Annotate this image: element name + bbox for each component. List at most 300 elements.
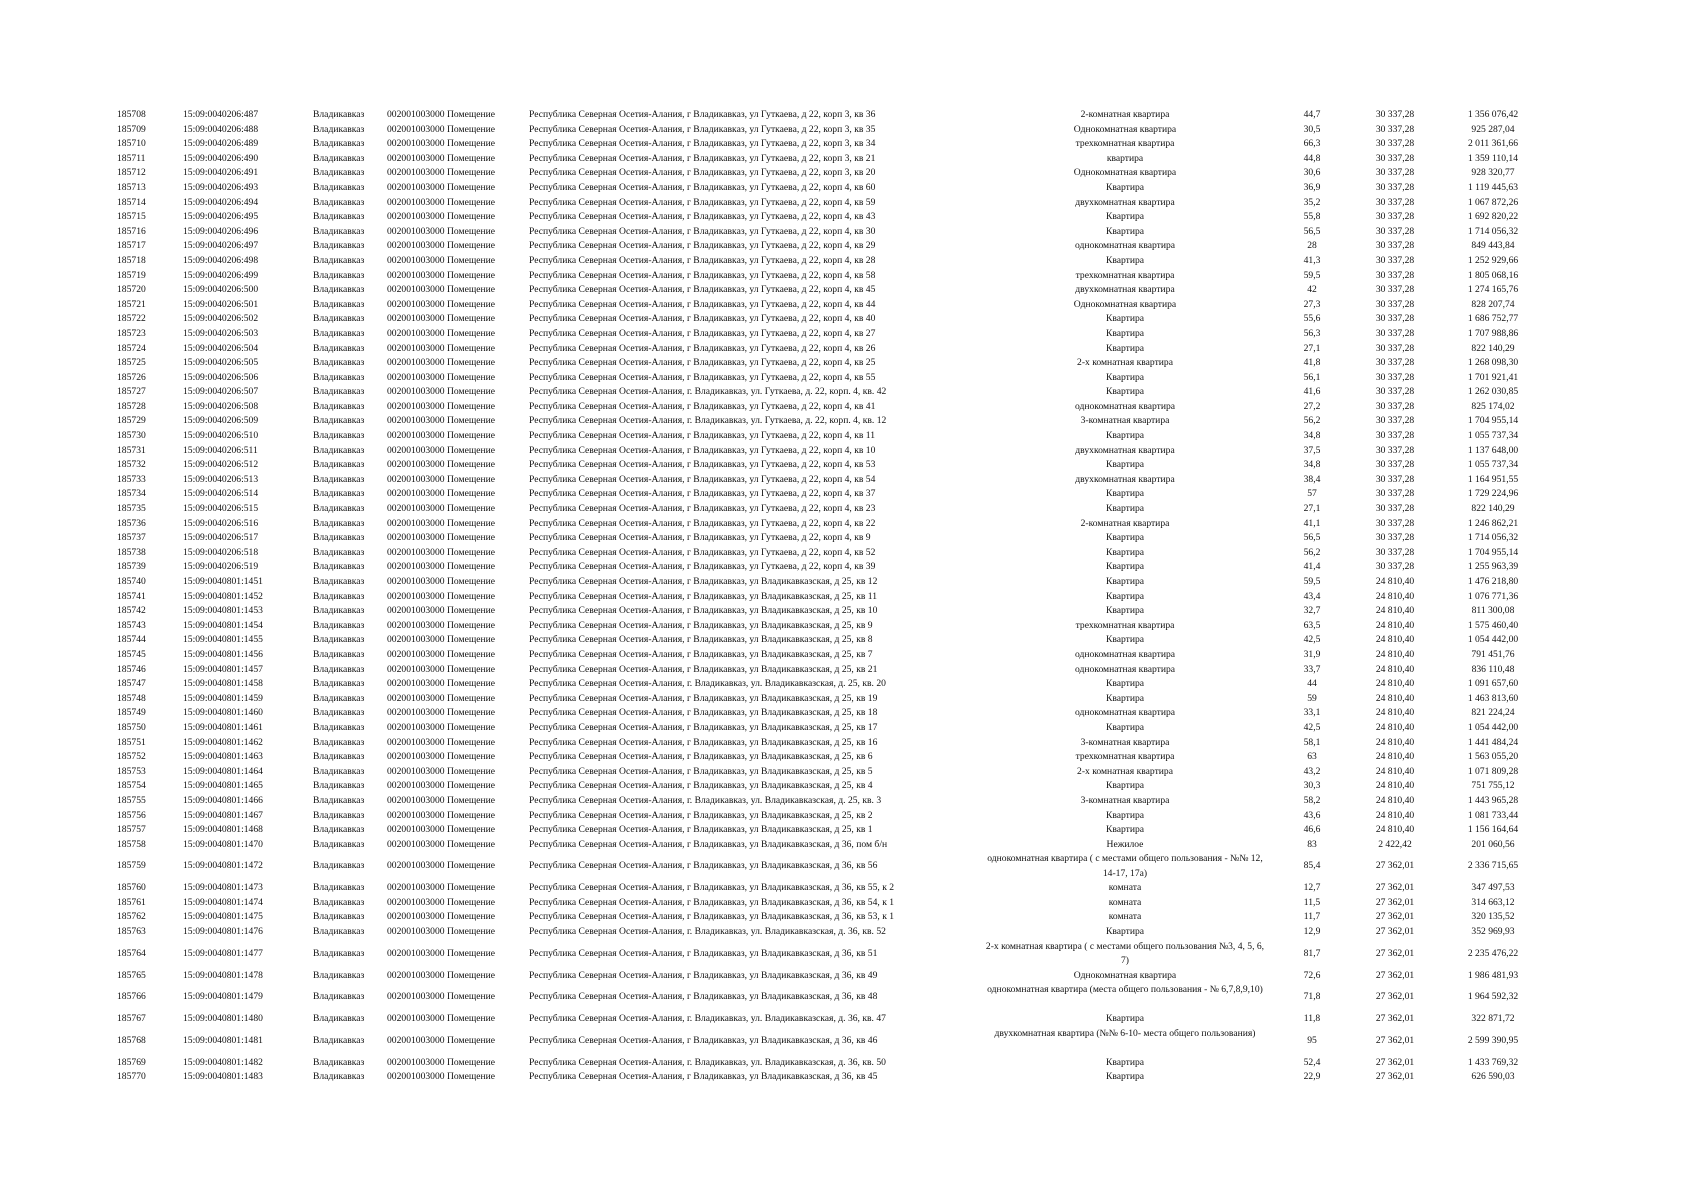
object-code: 002001003000 Помещение <box>387 357 496 369</box>
object-code: 002001003000 Помещение <box>387 138 496 150</box>
cadastral-value: 791 451,76 <box>1471 648 1515 660</box>
area: 83 <box>1307 838 1317 850</box>
premises-type: квартира <box>1106 152 1144 164</box>
cadastral-value: 1 246 862,21 <box>1467 517 1519 529</box>
unit-rate: 30 337,28 <box>1375 298 1415 310</box>
table-row <box>0 648 1697 663</box>
row-id: 185757 <box>117 824 146 836</box>
city: Владикавказ <box>313 590 365 602</box>
premises-type: Квартира <box>1105 1071 1145 1083</box>
cadastral-number: 15:09:0040801:1455 <box>183 634 263 646</box>
address: Республика Северная Осетия-Алания, г Владикавказ, ул Гуткаева, д 22, корп 4, кв 59 <box>529 196 876 208</box>
area: 43,6 <box>1303 809 1321 821</box>
address: Республика Северная Осетия-Алания, г Владикавказ, ул Гуткаева, д 22, корп 3, кв 36 <box>529 109 876 120</box>
row-id: 185726 <box>117 371 146 383</box>
premises-type: Квартира <box>1105 634 1145 646</box>
unit-rate: 30 337,28 <box>1375 400 1415 412</box>
cadastral-number: 15:09:0040801:1459 <box>183 692 263 704</box>
table-row <box>0 1056 1697 1071</box>
object-code: 002001003000 Помещение <box>387 648 496 660</box>
cadastral-value: 1 137 648,00 <box>1467 444 1519 456</box>
city: Владикавказ <box>313 619 365 631</box>
table-row <box>0 750 1697 765</box>
unit-rate: 27 362,01 <box>1375 991 1415 1003</box>
cadastral-number: 15:09:0040206:495 <box>183 211 259 223</box>
unit-rate: 30 337,28 <box>1375 152 1415 164</box>
row-id: 185708 <box>117 109 146 120</box>
address: Республика Северная Осетия-Алания, г Владикавказ, ул Владикавказская, д 25, кв 2 <box>529 809 873 821</box>
area: 71,8 <box>1303 991 1321 1003</box>
cadastral-number: 15:09:0040206:511 <box>183 444 258 456</box>
city: Владикавказ <box>313 269 365 281</box>
table-row <box>0 225 1697 240</box>
address: Республика Северная Осетия-Алания, г Владикавказ, ул Владикавказская, д 25, кв 10 <box>529 605 878 617</box>
address: Республика Северная Осетия-Алания, г Владикавказ, ул Владикавказская, д 25, кв 12 <box>529 576 878 587</box>
row-id: 185745 <box>117 648 146 660</box>
address: Республика Северная Осетия-Алания, г Владикавказ, ул Владикавказская, д 25, кв 19 <box>529 692 878 704</box>
cadastral-value: 1 359 110,14 <box>1467 152 1518 164</box>
address: Республика Северная Осетия-Алания, г. Владикавказ, ул. Владикавказская, д. 36, кв. 47 <box>529 1013 886 1025</box>
unit-rate: 30 337,28 <box>1375 357 1415 369</box>
address: Республика Северная Осетия-Алания, г Владикавказ, ул Гуткаева, д 22, корп 4, кв 40 <box>529 313 876 325</box>
premises-type: двухкомнатная квартира <box>1075 196 1175 208</box>
premises-type: Однокомнатная квартира <box>1073 167 1177 179</box>
cadastral-number: 15:09:0040206:489 <box>183 138 259 150</box>
address: Республика Северная Осетия-Алания, г Владикавказ, ул Гуткаева, д 22, корп 4, кв 58 <box>529 269 876 281</box>
area: 55,6 <box>1303 313 1321 325</box>
cadastral-number: 15:09:0040801:1452 <box>183 590 263 602</box>
table-row <box>0 881 1697 896</box>
area: 41,6 <box>1303 386 1321 398</box>
area: 12,7 <box>1303 882 1321 894</box>
object-code: 002001003000 Помещение <box>387 503 496 515</box>
cadastral-number: 15:09:0040206:516 <box>183 517 259 529</box>
object-code: 002001003000 Помещение <box>387 342 496 354</box>
object-code: 002001003000 Помещение <box>387 576 496 587</box>
area: 30,3 <box>1303 780 1321 792</box>
cadastral-value: 1 081 733,44 <box>1467 809 1519 821</box>
unit-rate: 27 362,01 <box>1375 1034 1415 1046</box>
city: Владикавказ <box>313 947 365 959</box>
premises-type: Квартира <box>1105 488 1145 500</box>
object-code: 002001003000 Помещение <box>387 751 496 763</box>
row-id: 185748 <box>117 692 146 704</box>
row-id: 185710 <box>117 138 146 150</box>
address: Республика Северная Осетия-Алания, г Владикавказ, ул Владикавказская, д 25, кв 16 <box>529 736 878 748</box>
address: Республика Северная Осетия-Алания, г Владикавказ, ул Гуткаева, д 22, корп 4, кв 27 <box>529 327 876 339</box>
city: Владикавказ <box>313 926 365 938</box>
row-id: 185718 <box>117 254 146 266</box>
area: 41,1 <box>1303 517 1321 529</box>
cadastral-value: 1 274 165,76 <box>1467 284 1519 296</box>
row-id: 185735 <box>117 503 146 515</box>
table-row <box>0 560 1697 575</box>
object-code: 002001003000 Помещение <box>387 459 496 471</box>
unit-rate: 24 810,40 <box>1375 707 1415 719</box>
table-row <box>0 677 1697 692</box>
table-row <box>0 633 1697 648</box>
object-code: 002001003000 Помещение <box>387 809 496 821</box>
city: Владикавказ <box>313 605 365 617</box>
cadastral-value: 1 262 030,85 <box>1467 386 1519 398</box>
city: Владикавказ <box>313 123 365 135</box>
premises-type: 2-х комнатная квартира ( с местами общего пользования №3, 4, 5, 6, 7) <box>985 940 1265 967</box>
cadastral-number: 15:09:0040206:499 <box>183 269 259 281</box>
table-row <box>0 692 1697 707</box>
area: 44 <box>1307 678 1317 690</box>
object-code: 002001003000 Помещение <box>387 1034 496 1046</box>
table-row <box>0 502 1697 517</box>
address: Республика Северная Осетия-Алания, г Владикавказ, ул Владикавказская, д 25, кв 8 <box>529 634 873 646</box>
unit-rate: 30 337,28 <box>1375 123 1415 135</box>
area: 58,1 <box>1303 736 1321 748</box>
unit-rate: 27 362,01 <box>1375 969 1415 981</box>
unit-rate: 30 337,28 <box>1375 386 1415 398</box>
city: Владикавказ <box>313 576 365 587</box>
object-code: 002001003000 Помещение <box>387 488 496 500</box>
unit-rate: 27 362,01 <box>1375 1071 1415 1083</box>
unit-rate: 30 337,28 <box>1375 109 1415 120</box>
address: Республика Северная Осетия-Алания, г Владикавказ, ул Владикавказская, д 36, кв 56 <box>529 860 878 872</box>
object-code: 002001003000 Помещение <box>387 911 496 923</box>
unit-rate: 30 337,28 <box>1375 473 1415 485</box>
premises-type: Квартира <box>1105 313 1145 325</box>
premises-type: однокомнатная квартира <box>1074 240 1176 252</box>
address: Республика Северная Осетия-Алания, г Владикавказ, ул Гуткаева, д 22, корп 3, кв 20 <box>529 167 876 179</box>
cadastral-value: 1 255 963,39 <box>1467 561 1519 573</box>
object-code: 002001003000 Помещение <box>387 284 496 296</box>
city: Владикавказ <box>313 692 365 704</box>
table-row <box>0 838 1697 853</box>
object-code: 002001003000 Помещение <box>387 181 496 193</box>
object-code: 002001003000 Помещение <box>387 152 496 164</box>
cadastral-number: 15:09:0040206:505 <box>183 357 259 369</box>
premises-type: Квартира <box>1105 371 1145 383</box>
table-row <box>0 852 1697 881</box>
address: Республика Северная Осетия-Алания, г Владикавказ, ул Владикавказская, д 36, кв 45 <box>529 1071 878 1083</box>
cadastral-value: 352 969,93 <box>1471 926 1515 938</box>
table-row <box>0 517 1697 532</box>
city: Владикавказ <box>313 882 365 894</box>
city: Владикавказ <box>313 181 365 193</box>
object-code: 002001003000 Помещение <box>387 926 496 938</box>
city: Владикавказ <box>313 109 365 120</box>
city: Владикавказ <box>313 225 365 237</box>
area: 32,7 <box>1303 605 1321 617</box>
object-code: 002001003000 Помещение <box>387 707 496 719</box>
area: 59,5 <box>1303 576 1321 587</box>
area: 59 <box>1307 692 1317 704</box>
city: Владикавказ <box>313 765 365 777</box>
area: 44,7 <box>1303 109 1321 120</box>
cadastral-value: 1 252 929,66 <box>1467 254 1519 266</box>
premises-type: двухкомнатная квартира <box>1075 444 1175 456</box>
area: 22,9 <box>1303 1071 1321 1083</box>
cadastral-number: 15:09:0040206:515 <box>183 503 259 515</box>
row-id: 185713 <box>117 181 146 193</box>
row-id: 185740 <box>117 576 146 587</box>
premises-type: 2-комнатная квартира <box>1080 517 1170 529</box>
row-id: 185741 <box>117 590 146 602</box>
unit-rate: 24 810,40 <box>1375 824 1415 836</box>
row-id: 185767 <box>117 1013 146 1025</box>
premises-type: комната <box>1108 896 1142 908</box>
row-id: 185730 <box>117 430 146 442</box>
area: 42,5 <box>1303 721 1321 733</box>
object-code: 002001003000 Помещение <box>387 663 496 675</box>
city: Владикавказ <box>313 473 365 485</box>
object-code: 002001003000 Помещение <box>387 1056 496 1068</box>
premises-type: Квартира <box>1105 678 1145 690</box>
unit-rate: 27 362,01 <box>1375 860 1415 872</box>
table-row <box>0 575 1697 590</box>
cadastral-number: 15:09:0040801:1465 <box>183 780 263 792</box>
cadastral-value: 1 805 068,16 <box>1467 269 1519 281</box>
cadastral-number: 15:09:0040801:1457 <box>183 663 263 675</box>
address: Республика Северная Осетия-Алания, г Владикавказ, ул Владикавказская, д 25, кв 7 <box>529 648 873 660</box>
cadastral-number: 15:09:0040801:1478 <box>183 969 263 981</box>
cadastral-number: 15:09:0040801:1473 <box>183 882 263 894</box>
object-code: 002001003000 Помещение <box>387 269 496 281</box>
area: 37,5 <box>1303 444 1321 456</box>
object-code: 002001003000 Помещение <box>387 444 496 456</box>
premises-type: двухкомнатная квартира <box>1075 284 1175 296</box>
object-code: 002001003000 Помещение <box>387 692 496 704</box>
area: 52,4 <box>1303 1056 1321 1068</box>
city: Владикавказ <box>313 430 365 442</box>
cadastral-value: 1 714 056,32 <box>1467 225 1519 237</box>
cadastral-number: 15:09:0040801:1463 <box>183 751 263 763</box>
area: 63,5 <box>1303 619 1321 631</box>
table-row <box>0 823 1697 838</box>
unit-rate: 24 810,40 <box>1375 605 1415 617</box>
city: Владикавказ <box>313 751 365 763</box>
cadastral-value: 1 704 955,14 <box>1467 415 1519 427</box>
row-id: 185751 <box>117 736 146 748</box>
area: 33,1 <box>1303 707 1321 719</box>
object-code: 002001003000 Помещение <box>387 517 496 529</box>
city: Владикавказ <box>313 138 365 150</box>
premises-type: Нежилое <box>1106 838 1144 850</box>
address: Республика Северная Осетия-Алания, г Владикавказ, ул Гуткаева, д 22, корп 4, кв 37 <box>529 488 876 500</box>
premises-type: Однокомнатная квартира <box>1073 969 1177 981</box>
address: Республика Северная Осетия-Алания, г Владикавказ, ул Владикавказская, д 25, кв 1 <box>529 824 873 836</box>
address: Республика Северная Осетия-Алания, г Владикавказ, ул Владикавказская, д 36, кв 49 <box>529 969 878 981</box>
table-row <box>0 400 1697 415</box>
cadastral-value: 201 060,56 <box>1471 838 1515 850</box>
city: Владикавказ <box>313 860 365 872</box>
area: 30,6 <box>1303 167 1321 179</box>
cadastral-number: 15:09:0040801:1461 <box>183 721 263 733</box>
cadastral-number: 15:09:0040801:1468 <box>183 824 263 836</box>
city: Владикавказ <box>313 196 365 208</box>
object-code: 002001003000 Помещение <box>387 619 496 631</box>
row-id: 185739 <box>117 561 146 573</box>
unit-rate: 30 337,28 <box>1375 444 1415 456</box>
city: Владикавказ <box>313 488 365 500</box>
row-id: 185728 <box>117 400 146 412</box>
table-row <box>0 342 1697 357</box>
address: Республика Северная Осетия-Алания, г Владикавказ, ул Гуткаева, д 22, корп 4, кв 28 <box>529 254 876 266</box>
row-id: 185737 <box>117 532 146 544</box>
unit-rate: 30 337,28 <box>1375 430 1415 442</box>
object-code: 002001003000 Помещение <box>387 780 496 792</box>
row-id: 185712 <box>117 167 146 179</box>
city: Владикавказ <box>313 678 365 690</box>
address: Республика Северная Осетия-Алания, г Владикавказ, ул Владикавказская, д 25, кв 18 <box>529 707 878 719</box>
address: Республика Северная Осетия-Алания, г Владикавказ, ул Владикавказская, д 25, кв 6 <box>529 751 873 763</box>
cadastral-number: 15:09:0040206:490 <box>183 152 259 164</box>
area: 56,3 <box>1303 327 1321 339</box>
area: 27,3 <box>1303 298 1321 310</box>
premises-type: Квартира <box>1105 824 1145 836</box>
object-code: 002001003000 Помещение <box>387 721 496 733</box>
object-code: 002001003000 Помещение <box>387 678 496 690</box>
cadastral-value: 1 704 955,14 <box>1467 546 1519 558</box>
table-row <box>0 137 1697 152</box>
area: 28 <box>1307 240 1317 252</box>
city: Владикавказ <box>313 546 365 558</box>
unit-rate: 30 337,28 <box>1375 313 1415 325</box>
address: Республика Северная Осетия-Алания, г Владикавказ, ул Гуткаева, д 22, корп 4, кв 26 <box>529 342 876 354</box>
cadastral-value: 1 964 592,32 <box>1467 991 1519 1003</box>
table-row <box>0 531 1697 546</box>
city: Владикавказ <box>313 969 365 981</box>
city: Владикавказ <box>313 809 365 821</box>
table-row <box>0 458 1697 473</box>
object-code: 002001003000 Помещение <box>387 1013 496 1025</box>
premises-type: однокомнатная квартира <box>1074 400 1176 412</box>
area: 63 <box>1307 751 1317 763</box>
address: Республика Северная Осетия-Алания, г Владикавказ, ул Гуткаева, д 22, корп 4, кв 43 <box>529 211 876 223</box>
area: 27,1 <box>1303 342 1321 354</box>
unit-rate: 30 337,28 <box>1375 342 1415 354</box>
area: 41,8 <box>1303 357 1321 369</box>
unit-rate: 27 362,01 <box>1375 896 1415 908</box>
city: Владикавказ <box>313 415 365 427</box>
object-code: 002001003000 Помещение <box>387 947 496 959</box>
row-id: 185722 <box>117 313 146 325</box>
object-code: 002001003000 Помещение <box>387 254 496 266</box>
cadastral-value: 1 071 809,28 <box>1467 765 1519 777</box>
table-row <box>0 210 1697 225</box>
area: 56,5 <box>1303 532 1321 544</box>
cadastral-number: 15:09:0040206:506 <box>183 371 259 383</box>
area: 11,8 <box>1303 1013 1321 1025</box>
cadastral-value: 1 076 771,36 <box>1467 590 1519 602</box>
city: Владикавказ <box>313 240 365 252</box>
row-id: 185743 <box>117 619 146 631</box>
table-row <box>0 590 1697 605</box>
city: Владикавказ <box>313 1034 365 1046</box>
object-code: 002001003000 Помещение <box>387 532 496 544</box>
address: Республика Северная Осетия-Алания, г Владикавказ, ул Владикавказская, д 36, кв 48 <box>529 991 878 1003</box>
row-id: 185724 <box>117 342 146 354</box>
area: 43,4 <box>1303 590 1321 602</box>
cadastral-number: 15:09:0040801:1482 <box>183 1056 263 1068</box>
address: Республика Северная Осетия-Алания, г Владикавказ, ул Гуткаева, д 22, корп 4, кв 9 <box>529 532 871 544</box>
row-id: 185709 <box>117 123 146 135</box>
area: 44,8 <box>1303 152 1321 164</box>
address: Республика Северная Осетия-Алания, г Владикавказ, ул Гуткаева, д 22, корп 3, кв 21 <box>529 152 876 164</box>
unit-rate: 24 810,40 <box>1375 678 1415 690</box>
area: 41,4 <box>1303 561 1321 573</box>
table-row <box>0 794 1697 809</box>
cadastral-value: 2 011 361,66 <box>1467 138 1518 150</box>
area: 72,6 <box>1303 969 1321 981</box>
unit-rate: 30 337,28 <box>1375 196 1415 208</box>
cadastral-number: 15:09:0040801:1451 <box>183 576 263 587</box>
row-id: 185720 <box>117 284 146 296</box>
row-id: 185762 <box>117 911 146 923</box>
area: 33,7 <box>1303 663 1321 675</box>
premises-type: Квартира <box>1105 211 1145 223</box>
cadastral-value: 1 268 098,30 <box>1467 357 1519 369</box>
cadastral-value: 1 686 752,77 <box>1467 313 1519 325</box>
area: 38,4 <box>1303 473 1321 485</box>
unit-rate: 27 362,01 <box>1375 882 1415 894</box>
table-row <box>0 254 1697 269</box>
area: 66,3 <box>1303 138 1321 150</box>
cadastral-number: 15:09:0040801:1480 <box>183 1013 263 1025</box>
cadastral-value: 1 692 820,22 <box>1467 211 1519 223</box>
premises-type: Однокомнатная квартира <box>1073 298 1177 310</box>
row-id: 185769 <box>117 1056 146 1068</box>
cadastral-number: 15:09:0040206:512 <box>183 459 259 471</box>
address: Республика Северная Осетия-Алания, г Владикавказ, ул Гуткаева, д 22, корп 4, кв 41 <box>529 400 876 412</box>
object-code: 002001003000 Помещение <box>387 327 496 339</box>
cadastral-value: 1 714 056,32 <box>1467 532 1519 544</box>
area: 36,9 <box>1303 181 1321 193</box>
row-id: 185747 <box>117 678 146 690</box>
table-row <box>0 181 1697 196</box>
table-row <box>0 429 1697 444</box>
premises-type: однокомнатная квартира <box>1074 663 1176 675</box>
premises-type: Однокомнатная квартира <box>1073 123 1177 135</box>
object-code: 002001003000 Помещение <box>387 109 496 120</box>
cadastral-number: 15:09:0040206:504 <box>183 342 259 354</box>
table-row <box>0 283 1697 298</box>
premises-type: Квартира <box>1105 181 1145 193</box>
address: Республика Северная Осетия-Алания, г. Владикавказ, ул. Владикавказская, д. 25, кв. 3 <box>529 794 882 806</box>
address: Республика Северная Осетия-Алания, г Владикавказ, ул Владикавказская, д 25, кв 9 <box>529 619 873 631</box>
area: 56,5 <box>1303 225 1321 237</box>
cadastral-number: 15:09:0040801:1458 <box>183 678 263 690</box>
cadastral-value: 2 235 476,22 <box>1467 947 1519 959</box>
property-table <box>0 108 1697 1085</box>
address: Республика Северная Осетия-Алания, г Владикавказ, ул Владикавказская, д 25, кв 5 <box>529 765 873 777</box>
cadastral-value: 1 575 460,40 <box>1467 619 1519 631</box>
address: Республика Северная Осетия-Алания, г Владикавказ, ул Гуткаева, д 22, корп 4, кв 23 <box>529 503 876 515</box>
premises-type: Квартира <box>1105 459 1145 471</box>
row-id: 185764 <box>117 947 146 959</box>
address: Республика Северная Осетия-Алания, г Владикавказ, ул Владикавказская, д 36, пом б/н <box>529 838 888 850</box>
object-code: 002001003000 Помещение <box>387 1071 496 1083</box>
row-id: 185719 <box>117 269 146 281</box>
object-code: 002001003000 Помещение <box>387 386 496 398</box>
premises-type: 2-х комнатная квартира <box>1077 357 1173 369</box>
table-row <box>0 385 1697 400</box>
cadastral-number: 15:09:0040801:1483 <box>183 1071 263 1083</box>
address: Республика Северная Осетия-Алания, г Владикавказ, ул Владикавказская, д 25, кв 4 <box>529 780 873 792</box>
address: Республика Северная Осетия-Алания, г Владикавказ, ул Гуткаева, д 22, корп 4, кв 11 <box>529 430 876 442</box>
premises-type: Квартира <box>1105 532 1145 544</box>
row-id: 185742 <box>117 605 146 617</box>
cadastral-value: 1 054 442,00 <box>1467 721 1519 733</box>
premises-type: однокомнатная квартира ( с местами общего пользования - №№ 12, 14-17, 17а) <box>987 853 1263 879</box>
address: Республика Северная Осетия-Алания, г Владикавказ, ул Гуткаева, д 22, корп 4, кв 44 <box>529 298 876 310</box>
object-code: 002001003000 Помещение <box>387 430 496 442</box>
